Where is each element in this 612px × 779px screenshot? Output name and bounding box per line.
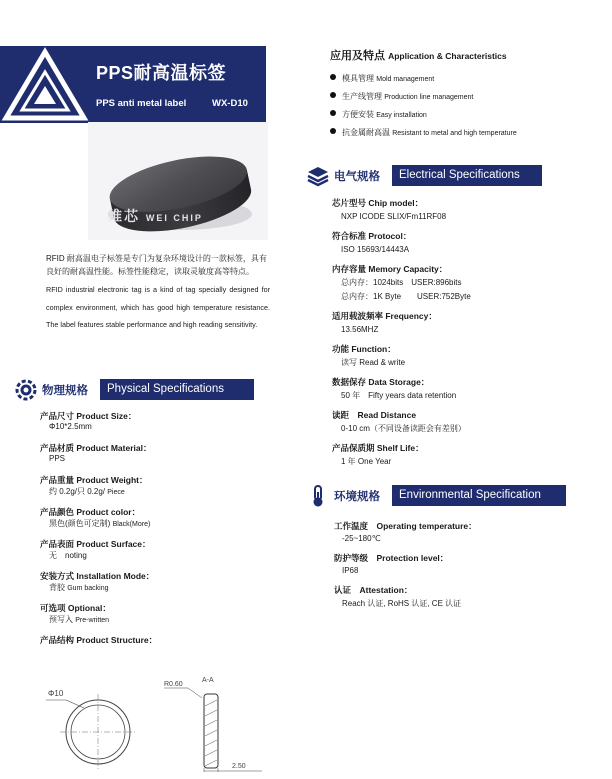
spec-value-zh: 约 0.2g/只 0.2g/ [49,487,106,496]
spec-row [332,442,602,469]
application-item [330,73,517,91]
environmental-heading-zh: 环境规格 [334,491,380,503]
spec-label: 产品材质 Product Material： [40,443,152,453]
spec-value: ISO 15693/14443A [341,245,410,254]
environmental-spec-heading [306,485,566,506]
application-zh: 生产线管理 [342,92,382,101]
spec-value-en: Piece [107,489,125,496]
spec-row [332,409,602,436]
spec-row [40,602,280,634]
physical-spec-heading [14,379,254,400]
application-en: Easy installation [376,112,427,119]
application-item [330,91,517,109]
gear-icon [14,378,38,402]
spec-row [40,538,280,570]
section-label: A-A [202,677,214,684]
application-en: Mold management [376,76,435,83]
spec-value [40,582,280,593]
spec-label: 认证 Attestation： [334,585,413,595]
spec-value: 总内存：1K Byte USER:752Byte [341,292,471,301]
bullet-icon [330,128,336,134]
spec-label: 产品保质期 Shelf Life： [332,443,424,453]
spec-label: 工作温度 Operating temperature： [334,521,477,531]
bullet-icon [330,110,336,116]
spec-value [40,550,280,561]
spec-value-zh: 黑色(颜色可定制) [49,519,111,528]
product-model: WX-D10 [212,98,248,109]
applications-heading-zh: 应用及特点 [330,50,385,62]
spec-row [332,197,602,224]
spec-row [334,583,604,615]
spec-label: 适用载波频率 Frequency： [332,311,437,321]
spec-label: 防护等级 Protection level： [334,553,449,563]
spec-row [40,474,280,506]
electrical-heading-zh: 电气规格 [334,171,380,183]
spec-label: 安装方式 Installation Mode： [40,571,155,581]
column-divider [306,40,307,720]
spec-label: 产品重量 Product Weight： [40,475,148,485]
physical-spec-list [40,410,280,666]
applications-heading [330,47,507,63]
application-zh: 模具管理 [342,74,374,83]
spec-value: 13.56MHZ [341,325,379,334]
spec-value [40,518,280,529]
product-description [46,252,270,334]
spec-row [40,410,280,442]
logo-triangle-icon [0,46,90,123]
electrical-spec-list [332,197,602,475]
spec-label: 读距 Read Distance [332,410,417,420]
spec-value: 读写 Read & write [341,358,406,367]
spec-row [40,506,280,538]
spec-value-zh: 预写入 [49,615,73,624]
spec-value: 0-10 cm（不同设备读距会有差别） [341,424,466,433]
spec-value-zh: Φ10*2.5mm [49,422,92,431]
spec-label: 产品表面 Product Surface： [40,539,151,549]
spec-row [40,442,280,474]
spec-label: 功能 Function： [332,344,396,354]
spec-value: 1 年 One Year [341,457,392,466]
bullet-icon [330,92,336,98]
physical-heading-zh: 物理规格 [42,385,88,397]
spec-value-zh: PPS [49,454,66,463]
application-item [330,109,517,127]
spec-label: 芯片型号 Chip model： [332,198,424,208]
spec-value-zh: 无 noting [49,551,87,560]
description-zh: RFID 耐高温电子标签是专门为复杂环境设计的一款标签，具有良好的耐高温性能。标签性能稳定，读取灵敏度高等特点。 [46,254,267,276]
diameter-label: Φ10 [48,689,64,698]
spec-label: 产品尺寸 Product Size： [40,411,137,421]
spec-row [332,376,602,403]
spec-label: 产品颜色 Product color： [40,507,141,517]
spec-value [40,454,280,463]
product-title: PPS耐高温标签 [96,63,227,83]
spec-value: 总内存：1024bits USER:896bits [341,278,462,287]
spec-row [332,343,602,370]
applications-list [330,73,517,145]
spec-value-en: Gum backing [67,585,109,592]
electrical-spec-heading [306,165,542,186]
spec-row [332,230,602,257]
spec-label: 可选项 Optional： [40,603,111,613]
environmental-spec-list [334,519,604,615]
spec-value [40,614,280,625]
spec-value [40,422,280,431]
spec-value-en: Pre-written [75,617,110,624]
spec-value-en: Black(More) [112,521,151,528]
spec-value: -25~180℃ [342,534,381,543]
spec-label: 产品结构 Product Structure： [40,635,158,645]
physical-heading-en: Physical Specifications [100,379,254,400]
application-item [330,127,517,145]
watermark-photo: 维芯 WEI CHIP [108,208,203,224]
spec-value-zh: 背胶 [49,583,65,592]
environmental-heading-en: Environmental Specification [392,485,566,506]
spec-value: 50 年 Fifty years data retention [341,391,457,400]
spec-row [40,570,280,602]
spec-label: 符合标准 Protocol： [332,231,412,241]
spec-row [332,310,602,337]
application-en: Resistant to metal and high temperature [392,130,517,137]
product-structure-drawing [40,672,272,772]
radius-label: R0.60 [164,681,183,688]
spec-row [334,519,604,551]
layers-icon [306,164,330,188]
applications-heading-en: Application & Characteristics [388,51,507,61]
thickness-label: 2.50 [232,763,246,770]
bullet-icon [330,74,336,80]
product-subtitle: PPS anti metal label [96,98,187,109]
description-en: RFID industrial electronic tag is a kind of tag specially designed for complex environment, which has good high temperature resistance. The label features stable performance and high reading sensitivity. [46,285,270,329]
application-zh: 抗金属耐高温 [342,128,390,137]
spec-value [40,486,280,497]
spec-value: NXP ICODE SLIX/Fm11RF08 [341,212,447,221]
spec-row [40,634,280,666]
spec-label: 数据保存 Data Storage： [332,377,430,387]
application-en: Production line management [384,94,474,101]
thermometer-icon [306,484,330,508]
spec-row [334,551,604,583]
application-zh: 方便安装 [342,110,374,119]
spec-value: IP68 [342,566,359,575]
spec-value: Reach 认证, RoHS 认证, CE 认证 [342,599,462,608]
spec-row [332,263,602,304]
electrical-heading-en: Electrical Specifications [392,165,542,186]
spec-label: 内存容量 Memory Capacity： [332,264,448,274]
